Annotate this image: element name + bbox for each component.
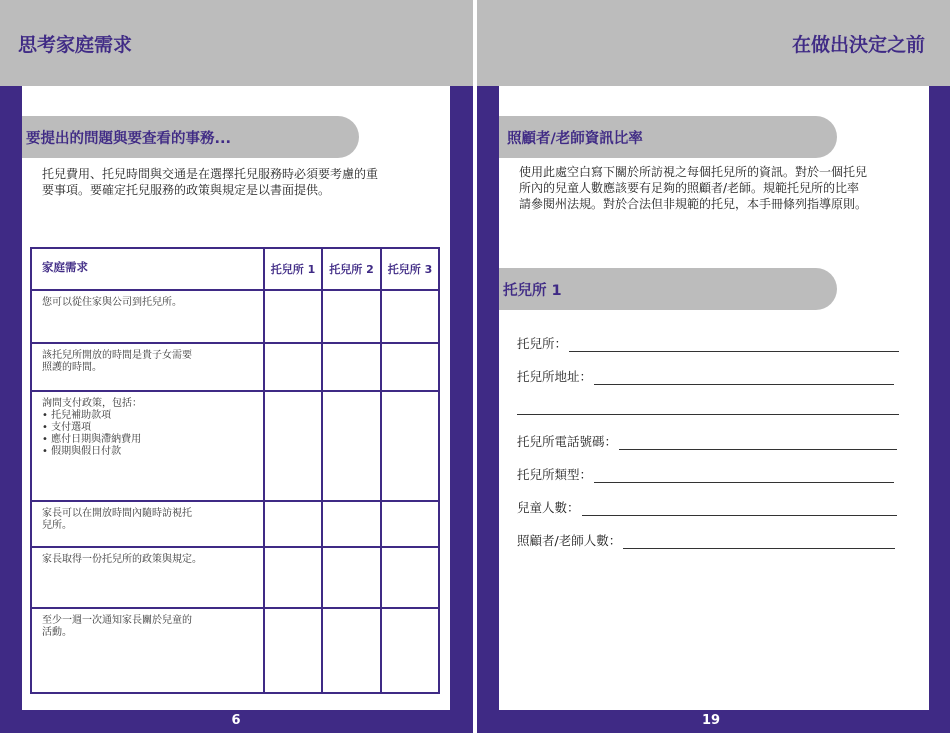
caregiver-count-field[interactable]: [517, 531, 895, 549]
need-cell: 該托兒所開放的時間是貴子女需要 照護的時間。: [31, 343, 264, 391]
header-center-3: 托兒所 3: [381, 248, 439, 290]
right-page-title: 在做出決定之前: [791, 34, 925, 56]
left-subheading: 要提出的問題與要查看的事務...: [26, 131, 232, 147]
center-address-field[interactable]: [517, 367, 894, 385]
check-cell[interactable]: [264, 391, 322, 501]
need-cell: 家長可以在開放時間內隨時訪視托 兒所。: [31, 501, 264, 547]
need-cell: 至少一週一次通知家長關於兒童的 活動。: [31, 608, 264, 693]
check-cell[interactable]: [381, 608, 439, 693]
need-cell: 家長取得一份托兒所的政策與規定。: [31, 547, 264, 608]
center-name-field[interactable]: [517, 334, 899, 352]
left-page-number: 6: [231, 713, 241, 728]
center-type-line[interactable]: [594, 469, 894, 483]
center-address-line-2[interactable]: [517, 414, 899, 415]
check-cell[interactable]: [264, 501, 322, 547]
check-cell[interactable]: [264, 290, 322, 343]
family-needs-table: [30, 247, 440, 694]
header-family-needs: 家庭需求: [31, 248, 264, 290]
left-page: [0, 0, 473, 733]
list-item: • 支付選項: [42, 422, 253, 434]
list-item: • 假期與假日付款: [42, 446, 253, 458]
header-center-2: 托兒所 2: [322, 248, 381, 290]
check-cell[interactable]: [381, 501, 439, 547]
left-subheading-band: [22, 116, 359, 158]
list-item: • 應付日期與滯納費用: [42, 434, 253, 446]
table-row: [31, 547, 439, 608]
children-count-field[interactable]: [517, 498, 897, 516]
check-cell[interactable]: [381, 547, 439, 608]
right-subheading-band: [499, 116, 837, 158]
right-page-number: 19: [701, 713, 721, 728]
right-page: [477, 0, 950, 733]
field-label: 照顧者/老師人數：: [517, 533, 622, 548]
table-row: [31, 290, 439, 343]
center-heading-band: [499, 268, 837, 310]
center-heading: 托兒所 1: [503, 283, 562, 299]
list-item: • 托兒補助款項: [42, 410, 253, 422]
left-page-title: 思考家庭需求: [18, 34, 133, 56]
left-intro: 托兒費用、托兒時間與交通是在選擇托兒服務時必須要考慮的重 要事項。要確定托兒服務的政策與規定是以書面提供。: [42, 167, 379, 197]
need-cell: 您可以從住家與公司到托兒所。: [31, 290, 264, 343]
field-label: 托兒所：: [517, 336, 568, 351]
check-cell[interactable]: [381, 343, 439, 391]
table-row: [31, 343, 439, 391]
table-row: [31, 391, 439, 501]
check-cell[interactable]: [381, 290, 439, 343]
center-type-field[interactable]: [517, 465, 894, 483]
check-cell[interactable]: [264, 343, 322, 391]
need-cell: 詢問支付政策，包括： • 托兒補助款項 • 支付選項 • 應付日期與滯納費用 • 假期與假日付款: [31, 391, 264, 501]
check-cell[interactable]: [322, 608, 381, 693]
center-address-line[interactable]: [594, 371, 894, 385]
caregiver-count-line[interactable]: [623, 535, 895, 549]
header-center-1: 托兒所 1: [264, 248, 322, 290]
table-row: [31, 608, 439, 693]
check-cell[interactable]: [322, 391, 381, 501]
check-cell[interactable]: [264, 547, 322, 608]
check-cell[interactable]: [381, 391, 439, 501]
children-count-line[interactable]: [582, 502, 897, 516]
check-cell[interactable]: [322, 501, 381, 547]
check-cell[interactable]: [322, 547, 381, 608]
table-row: [31, 501, 439, 547]
field-label: 兒童人數：: [517, 500, 580, 515]
right-subheading: 照顧者/老師資訊比率: [507, 131, 643, 147]
center-name-line[interactable]: [569, 338, 899, 352]
center-phone-line[interactable]: [619, 436, 897, 450]
right-content-sheet: [499, 86, 929, 710]
field-label: 托兒所類型：: [517, 467, 593, 482]
table-header-row: [31, 248, 439, 290]
check-cell[interactable]: [322, 290, 381, 343]
payment-policy-list: [42, 410, 253, 458]
field-label: 托兒所電話號碼：: [517, 434, 618, 449]
left-content-sheet: [22, 86, 450, 710]
right-intro: 使用此處空白寫下關於所訪視之每個托兒所的資訊。對於一個托兒 所內的兒童人數應該要有足夠的照顧者/老師。規範托兒所的比率 請參閱州法規。對於合法但非規範的托兒，本手冊條列指導原則。: [519, 165, 868, 211]
check-cell[interactable]: [264, 608, 322, 693]
check-cell[interactable]: [322, 343, 381, 391]
field-label: 托兒所地址：: [517, 369, 593, 384]
center-phone-field[interactable]: [517, 432, 897, 450]
